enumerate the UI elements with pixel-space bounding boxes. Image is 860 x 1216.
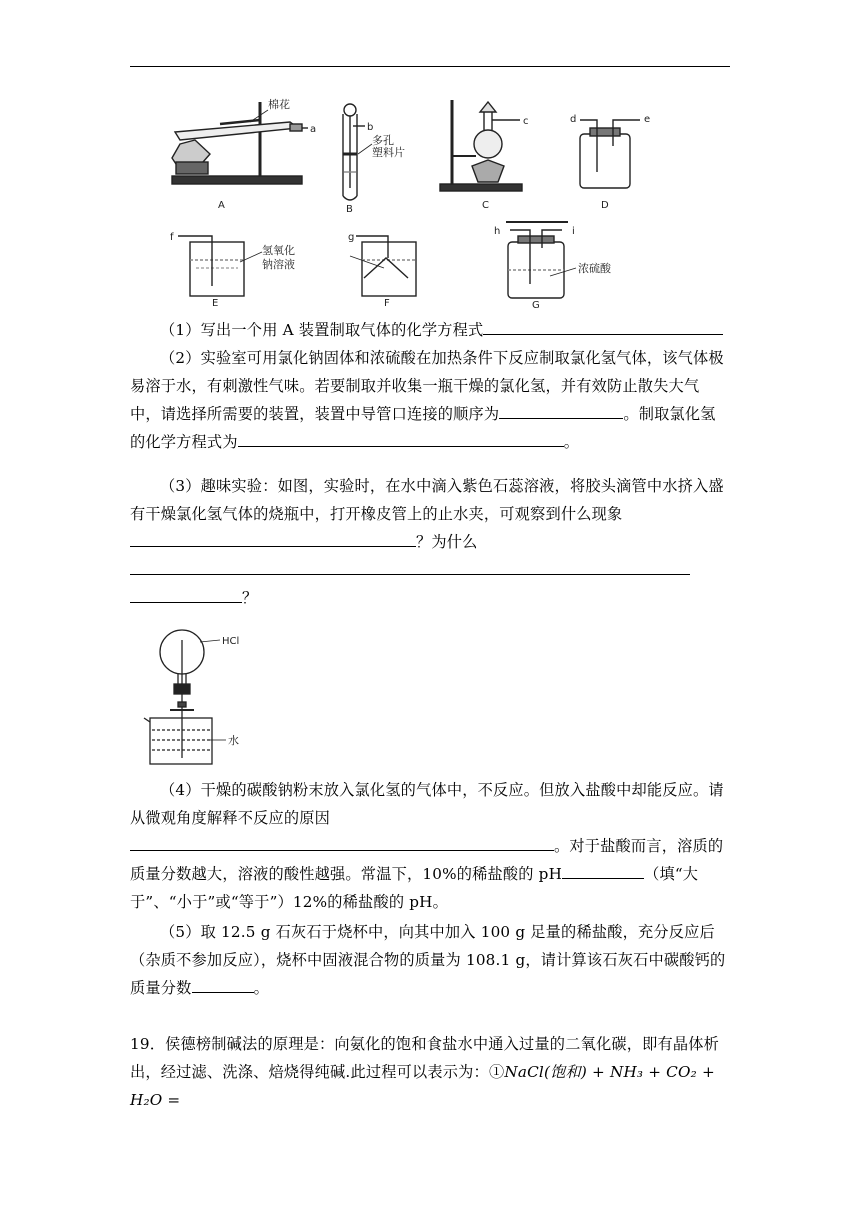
caption-c: C (482, 200, 489, 211)
question-1-text: （1）写出一个用 A 装置制取气体的化学方程式 (160, 321, 484, 339)
apparatus-figure (150, 92, 670, 314)
question-1 (130, 316, 730, 344)
question-5-part1: （5）取 12.5 g 石灰石于烧杯中，向其中加入 100 g 足量的稀盐酸，充分反应后（杂质不参加反应），烧杯中固液混合物的质量为 108.1 g，请计算该石灰石中碳酸钙的质量分数 (130, 923, 726, 997)
answer-blank-2a (499, 402, 623, 419)
label-hcl: HCl (222, 636, 240, 647)
fountain-figure (140, 626, 260, 768)
question-3-part2: ？为什么 (416, 533, 478, 551)
question-19-text: 19．侯德榜制碱法的原理是：向氨化的饱和食盐水中通入过量的二氧化碳，即有晶体析出，经过滤、洗涤、焙烧得纯碱.此过程可以表示为： (130, 1035, 720, 1081)
question-4-part3: （填“大于”、“小于”或“等于”）12%的稀盐酸的 pH。 (130, 865, 699, 911)
question-19 (130, 1030, 730, 1114)
question-19-circle: ① (488, 1063, 505, 1081)
label-h: h (494, 226, 501, 237)
question-4-part2: 。对于盐酸而言，溶质的质量分数越大，溶液的酸性越强。常温下，10%的稀盐酸的 pH (130, 837, 724, 883)
header-rule (130, 66, 730, 67)
label-a: a (310, 124, 317, 135)
stand-base-a (172, 176, 302, 184)
label-plate-2: 塑料片 (372, 146, 405, 159)
question-2 (130, 344, 730, 456)
question-3-part1: （3）趣味实验：如图，实验时，在水中滴入紫色石蕊溶液，将胶头滴管中水挤入盛有干燥氯化氢气体的烧瓶中，打开橡皮管上的止水夹，可观察到什么现象 (130, 477, 724, 523)
answer-blank-4b (562, 862, 644, 879)
question-2-part2: 。制取氯化氢的化学方程式为 (130, 405, 716, 451)
caption-d: D (601, 200, 609, 211)
question-3-part3: ？ (242, 589, 258, 607)
label-conc-acid: 浓硫酸 (578, 262, 611, 275)
caption-a: A (218, 200, 225, 211)
caption-e: E (212, 298, 219, 309)
question-5-part2: 。 (253, 979, 269, 997)
question-2-part1: （2）实验室可用氯化钠固体和浓硫酸在加热条件下反应制取氯化氢气体，该气体极易溶于水，有刺激性气味。若要制取并收集一瓶干燥的氯化氢，并有效防止散失大气中，请选择所需要的装置，装置中导管口连接的顺序为 (130, 349, 724, 423)
label-i: i (572, 226, 575, 237)
label-f: f (170, 232, 174, 243)
answer-blank-5 (192, 976, 254, 993)
question-4-part1: （4）干燥的碳酸钠粉末放入氯化氢的气体中，不反应。但放入盐酸中却能反应。请从微观角度解释不反应的原因 (130, 781, 724, 827)
label-c: c (523, 116, 529, 127)
label-b: b (367, 122, 374, 133)
caption-f: F (384, 298, 390, 309)
question-2-part3: 。 (563, 433, 580, 451)
caption-b: B (346, 204, 353, 215)
answer-blank-2b (238, 430, 564, 447)
answer-blank-3a (130, 530, 416, 547)
answer-blank-1 (483, 318, 723, 335)
label-g: g (348, 232, 355, 243)
label-naoh-2: 钠溶液 (262, 258, 295, 271)
label-e: e (644, 114, 651, 125)
question-19-formula: NaCl(饱和) + NH₃ + CO₂ + H₂O = (130, 1063, 715, 1109)
label-water: 水 (228, 734, 239, 747)
question-5 (130, 918, 730, 1002)
answer-blank-3c (130, 586, 242, 603)
question-3 (130, 472, 730, 612)
question-4 (130, 776, 730, 916)
label-naoh-1: 氢氧化 (262, 244, 295, 257)
label-plate-1: 多孔 (372, 134, 394, 147)
label-cotton: 棉花 (268, 98, 290, 111)
answer-blank-4a (130, 834, 554, 851)
caption-g: G (532, 300, 540, 311)
label-d: d (570, 114, 577, 125)
answer-blank-3b (130, 558, 690, 575)
